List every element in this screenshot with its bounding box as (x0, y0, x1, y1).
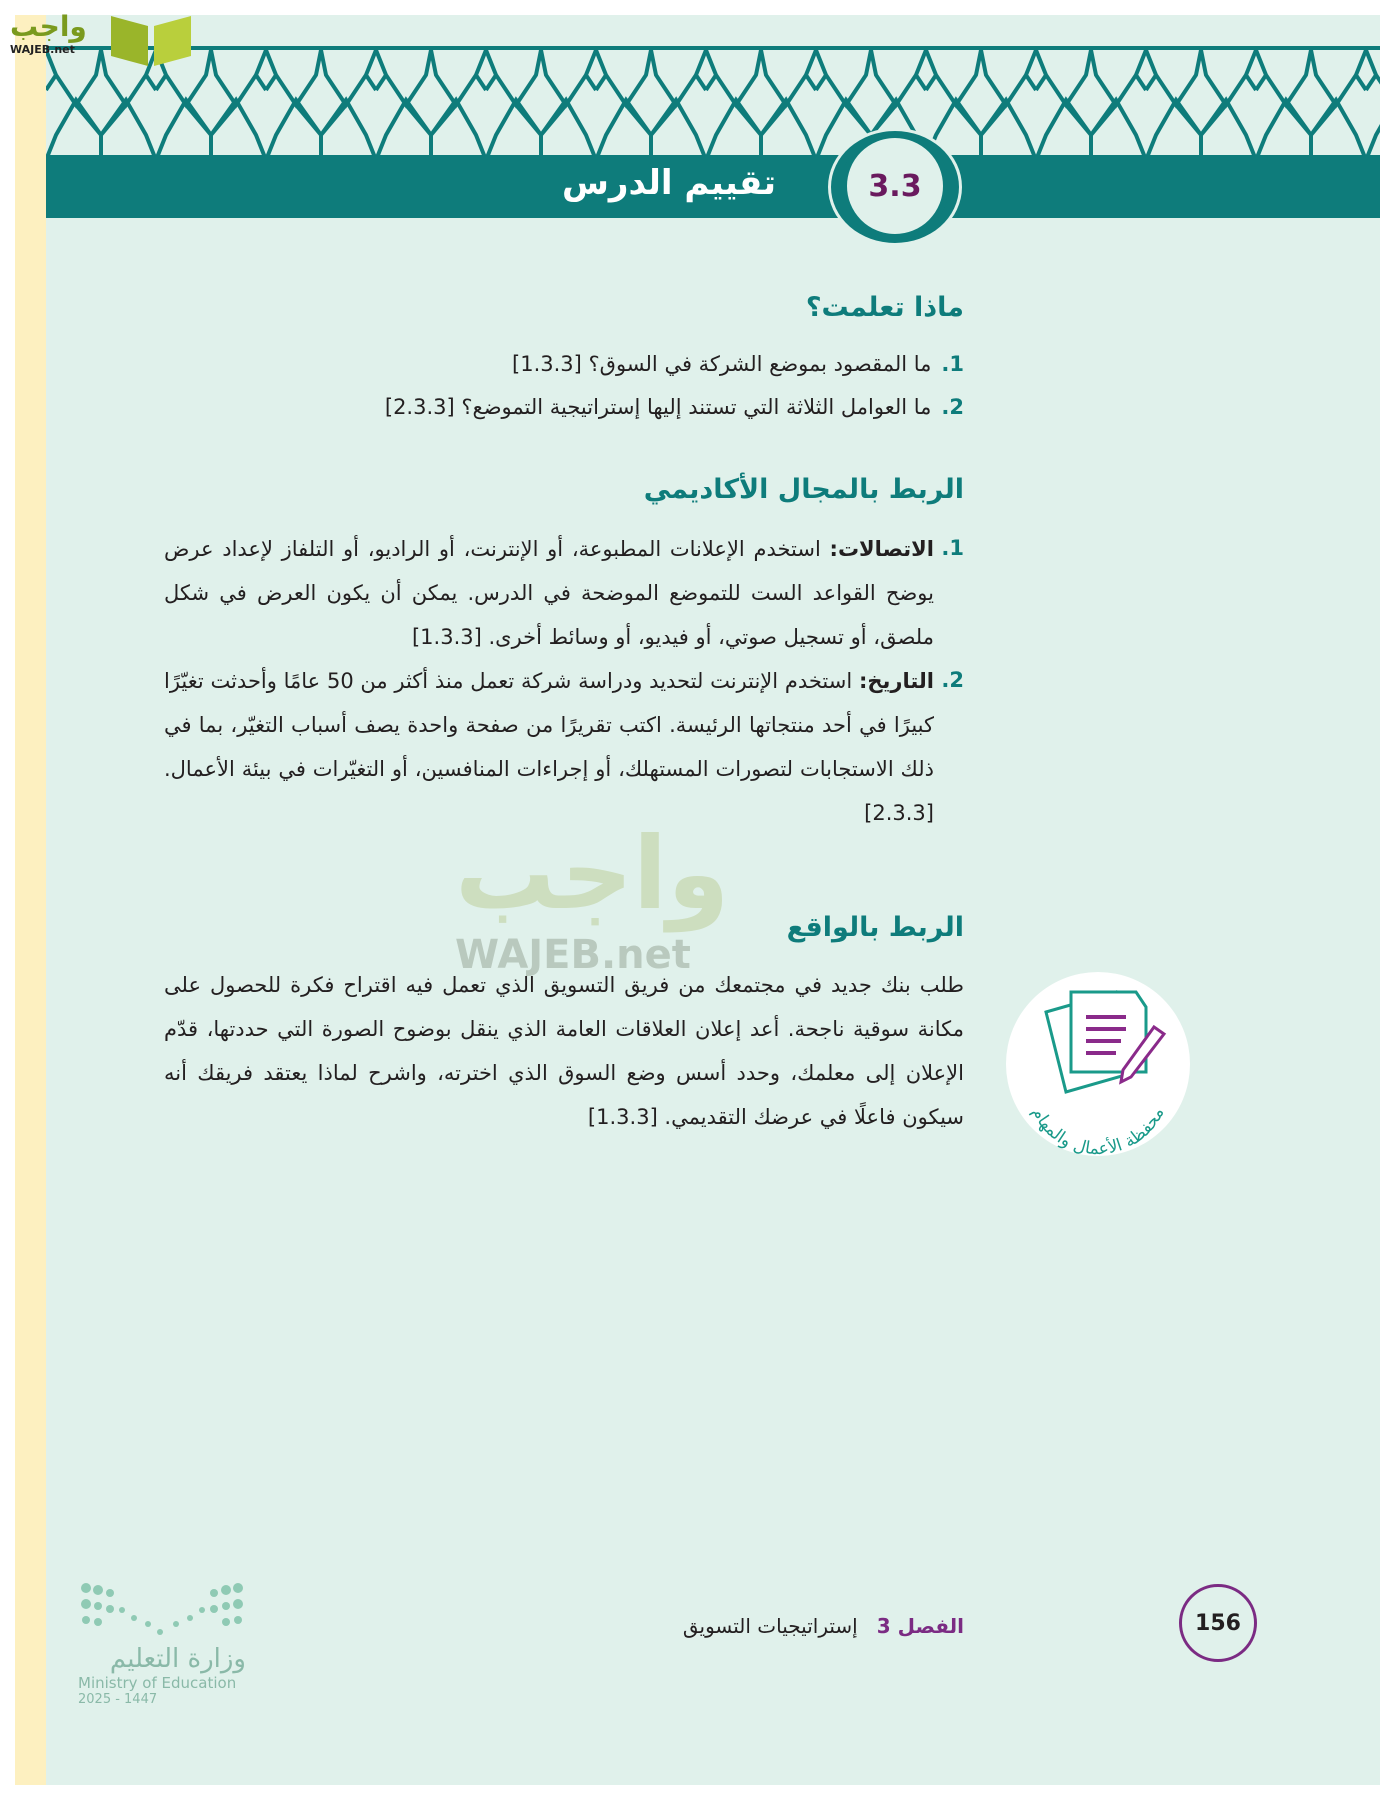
document-pencil-icon (1006, 972, 1190, 1156)
list-item: 2. ما العوامل الثلاثة التي تستند إليها إستراتيجية التموضع؟ [2.3.3] (384, 395, 964, 419)
chapter-label: الفصل 3 (876, 1614, 964, 1638)
ministry-dots-icon (78, 1580, 246, 1640)
geometric-pattern (46, 50, 1380, 156)
ministry-year: 2025 - 1447 (78, 1692, 158, 1707)
what-did-you-learn-section (164, 292, 964, 429)
section-heading: ماذا تعلمت؟ (805, 292, 964, 323)
page-number: 156 (1179, 1584, 1257, 1662)
real-world-section (164, 912, 964, 1139)
book-icon (106, 6, 196, 68)
chapter-footer (683, 1614, 964, 1638)
logo-text-ar: واجب (10, 10, 87, 43)
ministry-name-ar: وزارة التعليم (109, 1644, 246, 1674)
svg-text:محفظة الأعمال والمهام (1028, 1104, 1169, 1156)
page-background (46, 15, 1380, 1785)
margin-strip (15, 15, 46, 1785)
list-item: 1. ما المقصود بموضع الشركة في السوق؟ [1.3.3] (512, 352, 964, 376)
list-item: 1. الاتصالات: استخدم الإعلانات المطبوعة، أو الإنترنت، أو الراديو، أو التلفاز لإعداد عرض يوضح القواعد الست للتموضع الموضحة في الدرس. يمكن أن يكون العرض في شكل ملصق، أو تسجيل صوتي، أو فيديو، أو وسائط أخرى. [1.3.3] (164, 536, 964, 649)
pattern-band (46, 46, 1380, 156)
section-heading: الربط بالواقع (786, 912, 964, 943)
list-item: 2. التاريخ: استخدم الإنترنت لتحديد ودراسة شركة تعمل منذ أكثر من 50 عامًا وأحدثت تغيّرًا كبيرًا في أحد منتجاتها الرئيسة. اكتب تقريرًا من صفحة واحدة يصف أسباب التغيّر، بما في ذلك الاستجابات لتصورات المستهلك، أو إجراءات المنافسين، أو التغيّرات في بيئة الأعمال. [2.3.3] (164, 668, 964, 825)
watermark: واجب WAJEB.net (455, 815, 730, 978)
badge-label: محفظة الأعمال والمهام (1027, 1104, 1169, 1156)
page-title: تقييم الدرس (561, 163, 776, 203)
section-paragraph: طلب بنك جديد في مجتمعك من فريق التسويق الذي تعمل فيه اقتراح فكرة للحصول على مكانة سوقية ناجحة. أعد إعلان العلاقات العامة الذي ينقل بوضوح الصورة التي حددتها، قدّم الإعلان إلى معلمك، وحدد أسس وضع السوق الذي اخترته، واشرح لماذا يعتقد فريقك أنه سيكون فاعلًا في عرضك التقديمي. [1.3.3] (164, 973, 964, 1129)
ministry-logo (78, 1580, 246, 1707)
ministry-name-en: Ministry of Education (78, 1674, 237, 1692)
chapter-title: إستراتيجيات التسويق (682, 1614, 858, 1638)
portfolio-badge (1006, 972, 1190, 1156)
section-heading: الربط بالمجال الأكاديمي (643, 474, 964, 505)
logo-text-en: WAJEB.net (10, 43, 75, 56)
wajeb-logo (10, 10, 87, 56)
academic-connection-section (164, 474, 964, 835)
lesson-number: 3.3 (841, 132, 949, 240)
